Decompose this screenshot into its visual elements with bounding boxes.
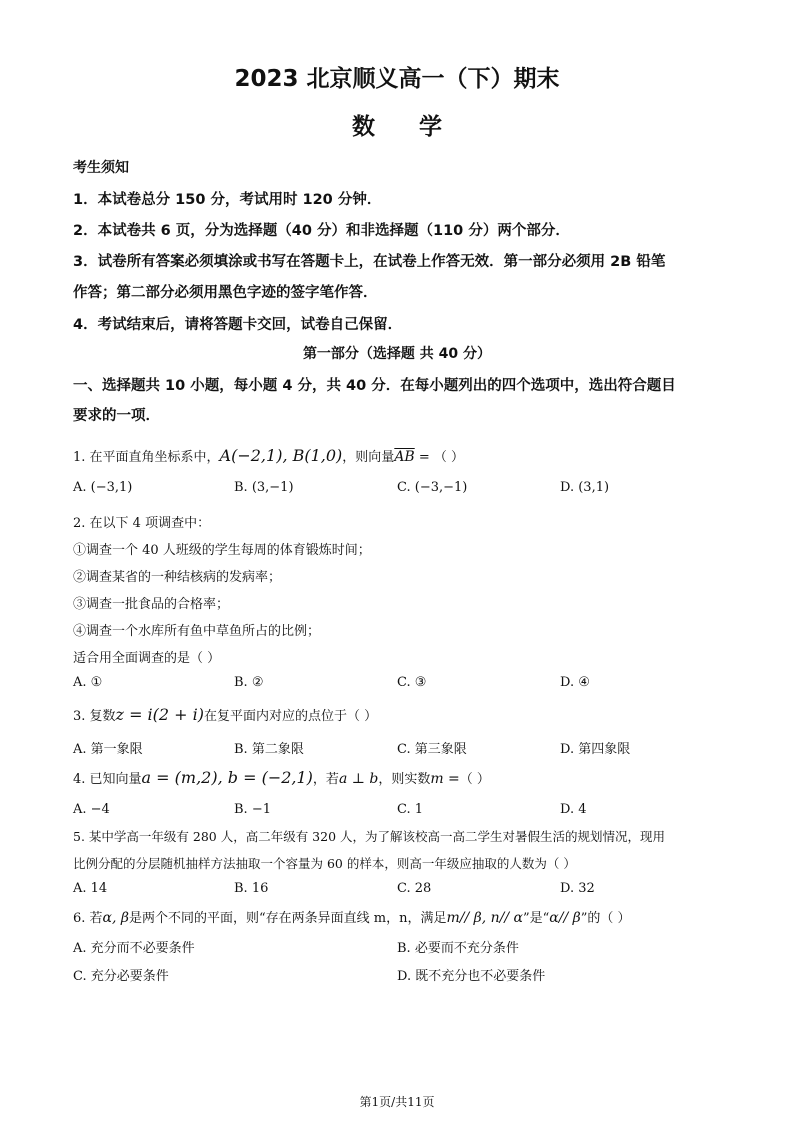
question-4-option-c: C. 1 (397, 802, 424, 817)
notice-item: 3．试卷所有答案必须填涂或书写在答题卡上，在试卷上作答无效．第一部分必须用 2B 铅笔 (73, 254, 666, 270)
question-6-option-c: C. 充分必要条件 (73, 969, 169, 984)
question-1-option-c: C. (−3,−1) (397, 480, 468, 495)
subject-char: 学 (419, 114, 442, 140)
question-2-ask: 适合用全面调查的是（ ） (73, 651, 221, 666)
part1-instructions: 一、选择题共 10 小题，每小题 4 分，共 40 分．在每小题列出的四个选项中，选出符合题目 (73, 378, 676, 394)
question-2-stem: 2. 在以下 4 项调查中： (73, 516, 211, 531)
question-6-option-b: B. 必要而不充分条件 (397, 941, 519, 956)
question-6-option-a: A. 充分而不必要条件 (73, 941, 195, 956)
question-5-option-a: A. 14 (73, 881, 108, 896)
question-2-item: ④调查一个水库所有鱼中草鱼所占的比例； (73, 624, 321, 639)
question-2-option-c: C. ③ (397, 675, 427, 690)
question-3-stem: 3. 复数z = i(2 + i)在复平面内对应的点位于（ ） (73, 705, 378, 724)
question-4-stem: 4. 已知向量a = (m,2), b = (−2,1)，若a ⊥ b，则实数m =（ ） (73, 768, 490, 787)
question-4-option-b: B. −1 (234, 802, 271, 817)
question-5-option-c: C. 28 (397, 881, 432, 896)
question-6-option-d: D. 既不充分也不必要条件 (397, 969, 546, 984)
question-1-option-a: A. (−3,1) (73, 480, 133, 495)
question-1-stem: 1. 在平面直角坐标系中，A(−2,1), B(1,0)，则向量$\overline{AB}$ = （ ） (73, 446, 465, 465)
notice-item: 4．考试结束后，请将答题卡交回，试卷自己保留． (73, 317, 403, 333)
question-6-stem: 6. 若α, β是两个不同的平面，则“存在两条异面直线 m，n，满足m// β, n// α”是“α// β”的（ ） (73, 910, 631, 926)
question-5-stem: 比例分配的分层随机抽样方法抽取一个容量为 60 的样本，则高一年级应抽取的人数为（ ） (73, 856, 576, 871)
question-2-option-a: A. ① (73, 675, 103, 690)
notice-item: 作答；第二部分必须用黑色字迹的签字笔作答． (73, 285, 378, 301)
page-number: 第1页/共11页 (359, 1095, 435, 1109)
exam-title: 2023 北京顺义高一（下）期末 (234, 66, 560, 92)
question-3-option-d: D. 第四象限 (560, 742, 631, 757)
question-1-option-b: B. (3,−1) (234, 480, 294, 495)
part1-instructions: 要求的一项． (73, 408, 160, 424)
question-3-option-b: B. 第二象限 (234, 742, 304, 757)
notice-item: 2．本试卷共 6 页，分为选择题（40 分）和非选择题（110 分）两个部分． (73, 223, 570, 239)
question-4-option-a: A. −4 (73, 802, 110, 817)
subject-char: 数 (352, 114, 375, 140)
question-5-stem: 5. 某中学高一年级有 280 人，高二年级有 320 人，为了解该校高一高二学生对暑假生活的规划情况，现用 (73, 829, 666, 844)
question-3-option-a: A. 第一象限 (73, 742, 143, 757)
notice-item: 1．本试卷总分 150 分，考试用时 120 分钟． (73, 192, 382, 208)
subject-title (0, 108, 794, 141)
question-2-item: ①调查一个 40 人班级的学生每周的体育锻炼时间； (73, 543, 371, 558)
part1-heading: 第一部分（选择题 共 40 分） (302, 346, 492, 362)
question-4-option-d: D. 4 (560, 802, 587, 817)
question-2-option-d: D. ④ (560, 675, 590, 690)
question-5-option-b: B. 16 (234, 881, 269, 896)
question-2-option-b: B. ② (234, 675, 264, 690)
question-2-item: ③调查一批食品的合格率； (73, 597, 230, 612)
question-2-item: ②调查某省的一种结核病的发病率； (73, 570, 282, 585)
notice-heading: 考生须知 (73, 160, 129, 176)
question-5-option-d: D. 32 (560, 881, 595, 896)
question-1-option-d: D. (3,1) (560, 480, 610, 495)
question-3-option-c: C. 第三象限 (397, 742, 467, 757)
